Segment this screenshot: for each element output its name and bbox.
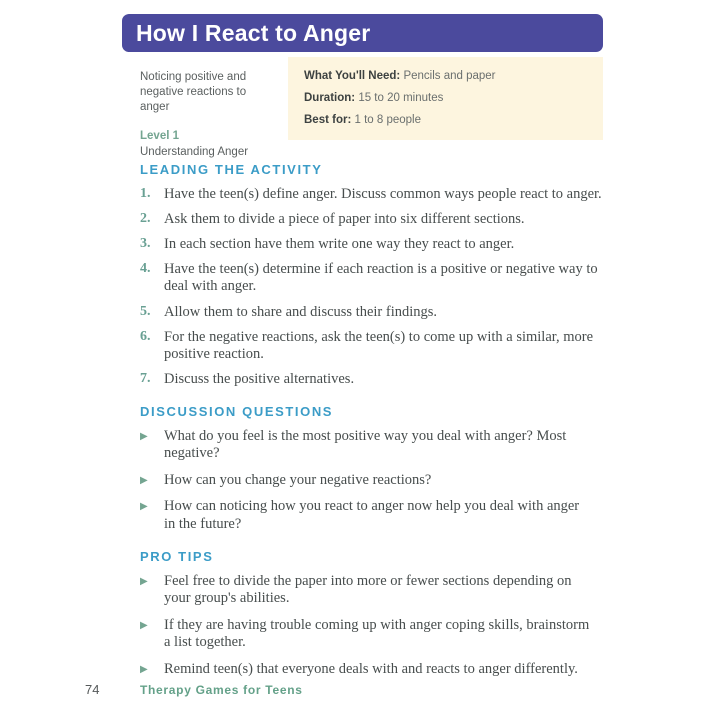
step-number: 7. — [140, 370, 151, 386]
list-item — [140, 573, 605, 608]
page-title: How I React to Anger — [136, 19, 371, 46]
step-text: Allow them to share and discuss their findings. — [164, 303, 438, 320]
list-item — [140, 329, 605, 363]
info-value: 1 to 8 people — [354, 114, 421, 126]
step-number: 3. — [140, 236, 151, 252]
bullet-text: How can noticing how you react to anger now help you deal with anger in the future? — [164, 498, 580, 532]
section-heading-pro-tips: PRO TIPS — [140, 548, 214, 564]
list-item — [140, 304, 605, 321]
step-text: Discuss the positive alternatives. — [164, 370, 355, 387]
info-row-best-for — [304, 114, 587, 126]
triangle-bullet-icon: ▶ — [140, 430, 148, 442]
activity-meta-sidebar — [140, 70, 275, 160]
info-value: 15 to 20 minutes — [358, 92, 444, 104]
list-item — [140, 498, 605, 533]
step-text: Ask them to divide a piece of paper into six different sections. — [164, 211, 525, 228]
list-item — [140, 236, 605, 253]
section-heading-discussion: DISCUSSION QUESTIONS — [140, 403, 334, 419]
level-label: Level 1 — [140, 129, 179, 142]
activity-description: Noticing positive and negative reactions to anger — [140, 71, 247, 114]
info-label: Best for: — [304, 114, 352, 126]
info-label: Duration: — [304, 92, 356, 104]
step-number: 6. — [140, 328, 151, 344]
section-heading-activity: LEADING THE ACTIVITY — [140, 162, 323, 177]
list-item — [140, 617, 605, 652]
step-number: 5. — [140, 303, 151, 319]
materials-info-box — [288, 57, 603, 140]
info-label: What You'll Need: — [304, 70, 401, 82]
level-name: Understanding Anger — [140, 145, 249, 158]
bullet-text: If they are having trouble coming up with anger coping skills, brainstorm a list together. — [164, 616, 590, 651]
bullet-text: How can you change your negative reactions? — [164, 471, 432, 488]
step-number: 4. — [140, 261, 151, 277]
page-number: 74 — [85, 682, 100, 697]
discussion-questions-list — [140, 428, 605, 533]
main-content — [140, 162, 605, 694]
step-number: 2. — [140, 211, 151, 227]
chapter-title-banner — [122, 14, 603, 52]
list-item — [140, 661, 605, 678]
triangle-bullet-icon: ▶ — [140, 501, 148, 513]
list-item — [140, 186, 605, 203]
info-row-duration — [304, 92, 587, 104]
triangle-bullet-icon: ▶ — [140, 474, 148, 486]
pro-tips-list — [140, 573, 605, 678]
bullet-text: Feel free to divide the paper into more or fewer sections depending on your group's abilities. — [164, 572, 572, 607]
triangle-bullet-icon: ▶ — [140, 619, 148, 631]
step-text: Have the teen(s) define anger. Discuss common ways people react to anger. — [164, 186, 602, 202]
step-text: Have the teen(s) determine if each reaction is a positive or negative way to deal with anger. — [164, 261, 598, 295]
bullet-text: Remind teen(s) that everyone deals with and reacts to anger differently. — [164, 660, 578, 677]
info-row-need — [304, 70, 587, 82]
list-item — [140, 261, 605, 295]
activity-steps-list — [140, 186, 605, 388]
step-number: 1. — [140, 186, 151, 201]
bullet-text: What do you feel is the most positive way you deal with anger? Most negative? — [164, 427, 567, 462]
step-text: In each section have them write one way they react to anger. — [164, 236, 515, 253]
triangle-bullet-icon: ▶ — [140, 575, 148, 587]
list-item — [140, 472, 605, 489]
step-text: For the negative reactions, ask the teen(s) to come up with a similar, more positive reaction. — [164, 328, 594, 362]
list-item — [140, 371, 605, 388]
list-item — [140, 211, 605, 228]
book-title: Therapy Games for Teens — [140, 683, 303, 697]
triangle-bullet-icon: ▶ — [140, 663, 148, 675]
list-item — [140, 428, 605, 463]
info-value: Pencils and paper — [403, 70, 496, 82]
